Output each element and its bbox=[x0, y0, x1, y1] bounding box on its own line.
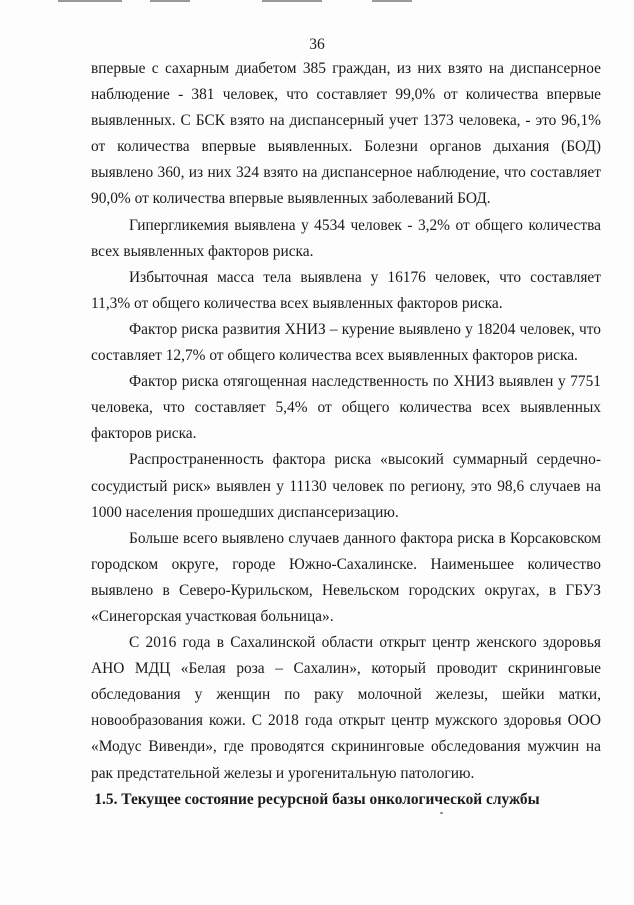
paragraph-7: Больше всего выявлено случаев данного фактора риска в Корсаковском городском округе, городе Южно-Сахалинске. Наименьшее количество выявлено в Северо-Курильском, Невельском городских округах, в ГБУЗ «Синегорская участковая больница». bbox=[91, 529, 601, 625]
page-number: 36 bbox=[309, 36, 325, 53]
paragraph-1: впервые с сахарным диабетом 385 граждан, из них взято на диспансерное наблюдение - 381 человек, что составляет 99,0% от количества впервые выявленных. С БСК взято на диспансерный учет 1373 человека, - это 96,1% от количества впервые выявленных. Болезни органов дыхания (БОД) выявлено 360, из них 324 взято на диспансерное наблюдение, что составляет 90,0% от количества впервые выявленных заболеваний БОД. bbox=[91, 60, 601, 208]
paragraph-6: Распространенность фактора риска «высокий суммарный сердечно-сосудистый риск» выявлен у 11130 человек по региону, это 98,6 случаев на 1000 населения прошедших диспансеризацию. bbox=[91, 451, 601, 521]
paragraph-8: С 2016 года в Сахалинской области открыт центр женского здоровья АНО МДЦ «Белая роза – Сахалин», который проводит скрининговые обследования у женщин по раку молочной железы, шейки матки, новообразования кожи. С 2018 года открыт центр мужского здоровья ООО «Модус Вивенди», где проводятся скрининговые обследования мужчин на рак предстательной железы и урогенитальную патологию. bbox=[91, 634, 601, 782]
paragraph-2: Гипергликемия выявлена у 4534 человек - 3,2% от общего количества всех выявленных факторов риска. bbox=[91, 216, 601, 260]
section-heading: 1.5. Текущее состояние ресурсной базы онкологической службы bbox=[94, 791, 540, 808]
body-text bbox=[91, 56, 601, 787]
paragraph-4: Фактор риска развития ХНИЗ – курение выявлено у 18204 человек, что составляет 12,7% от общего количества всех выявленных факторов риска. bbox=[91, 320, 601, 365]
paragraph-5: Фактор риска отягощенная наследственность по ХНИЗ выявлен у 7751 человека, что составляет 5,4% от общего количества всех выявленных факторов риска. bbox=[91, 373, 601, 443]
paragraph-3: Избыточная масса тела выявлена у 16176 человек, что составляет 11,3% от общего количества всех выявленных факторов риска. bbox=[91, 268, 601, 312]
scan-artifact bbox=[0, 0, 634, 4]
scan-speck bbox=[440, 812, 443, 814]
